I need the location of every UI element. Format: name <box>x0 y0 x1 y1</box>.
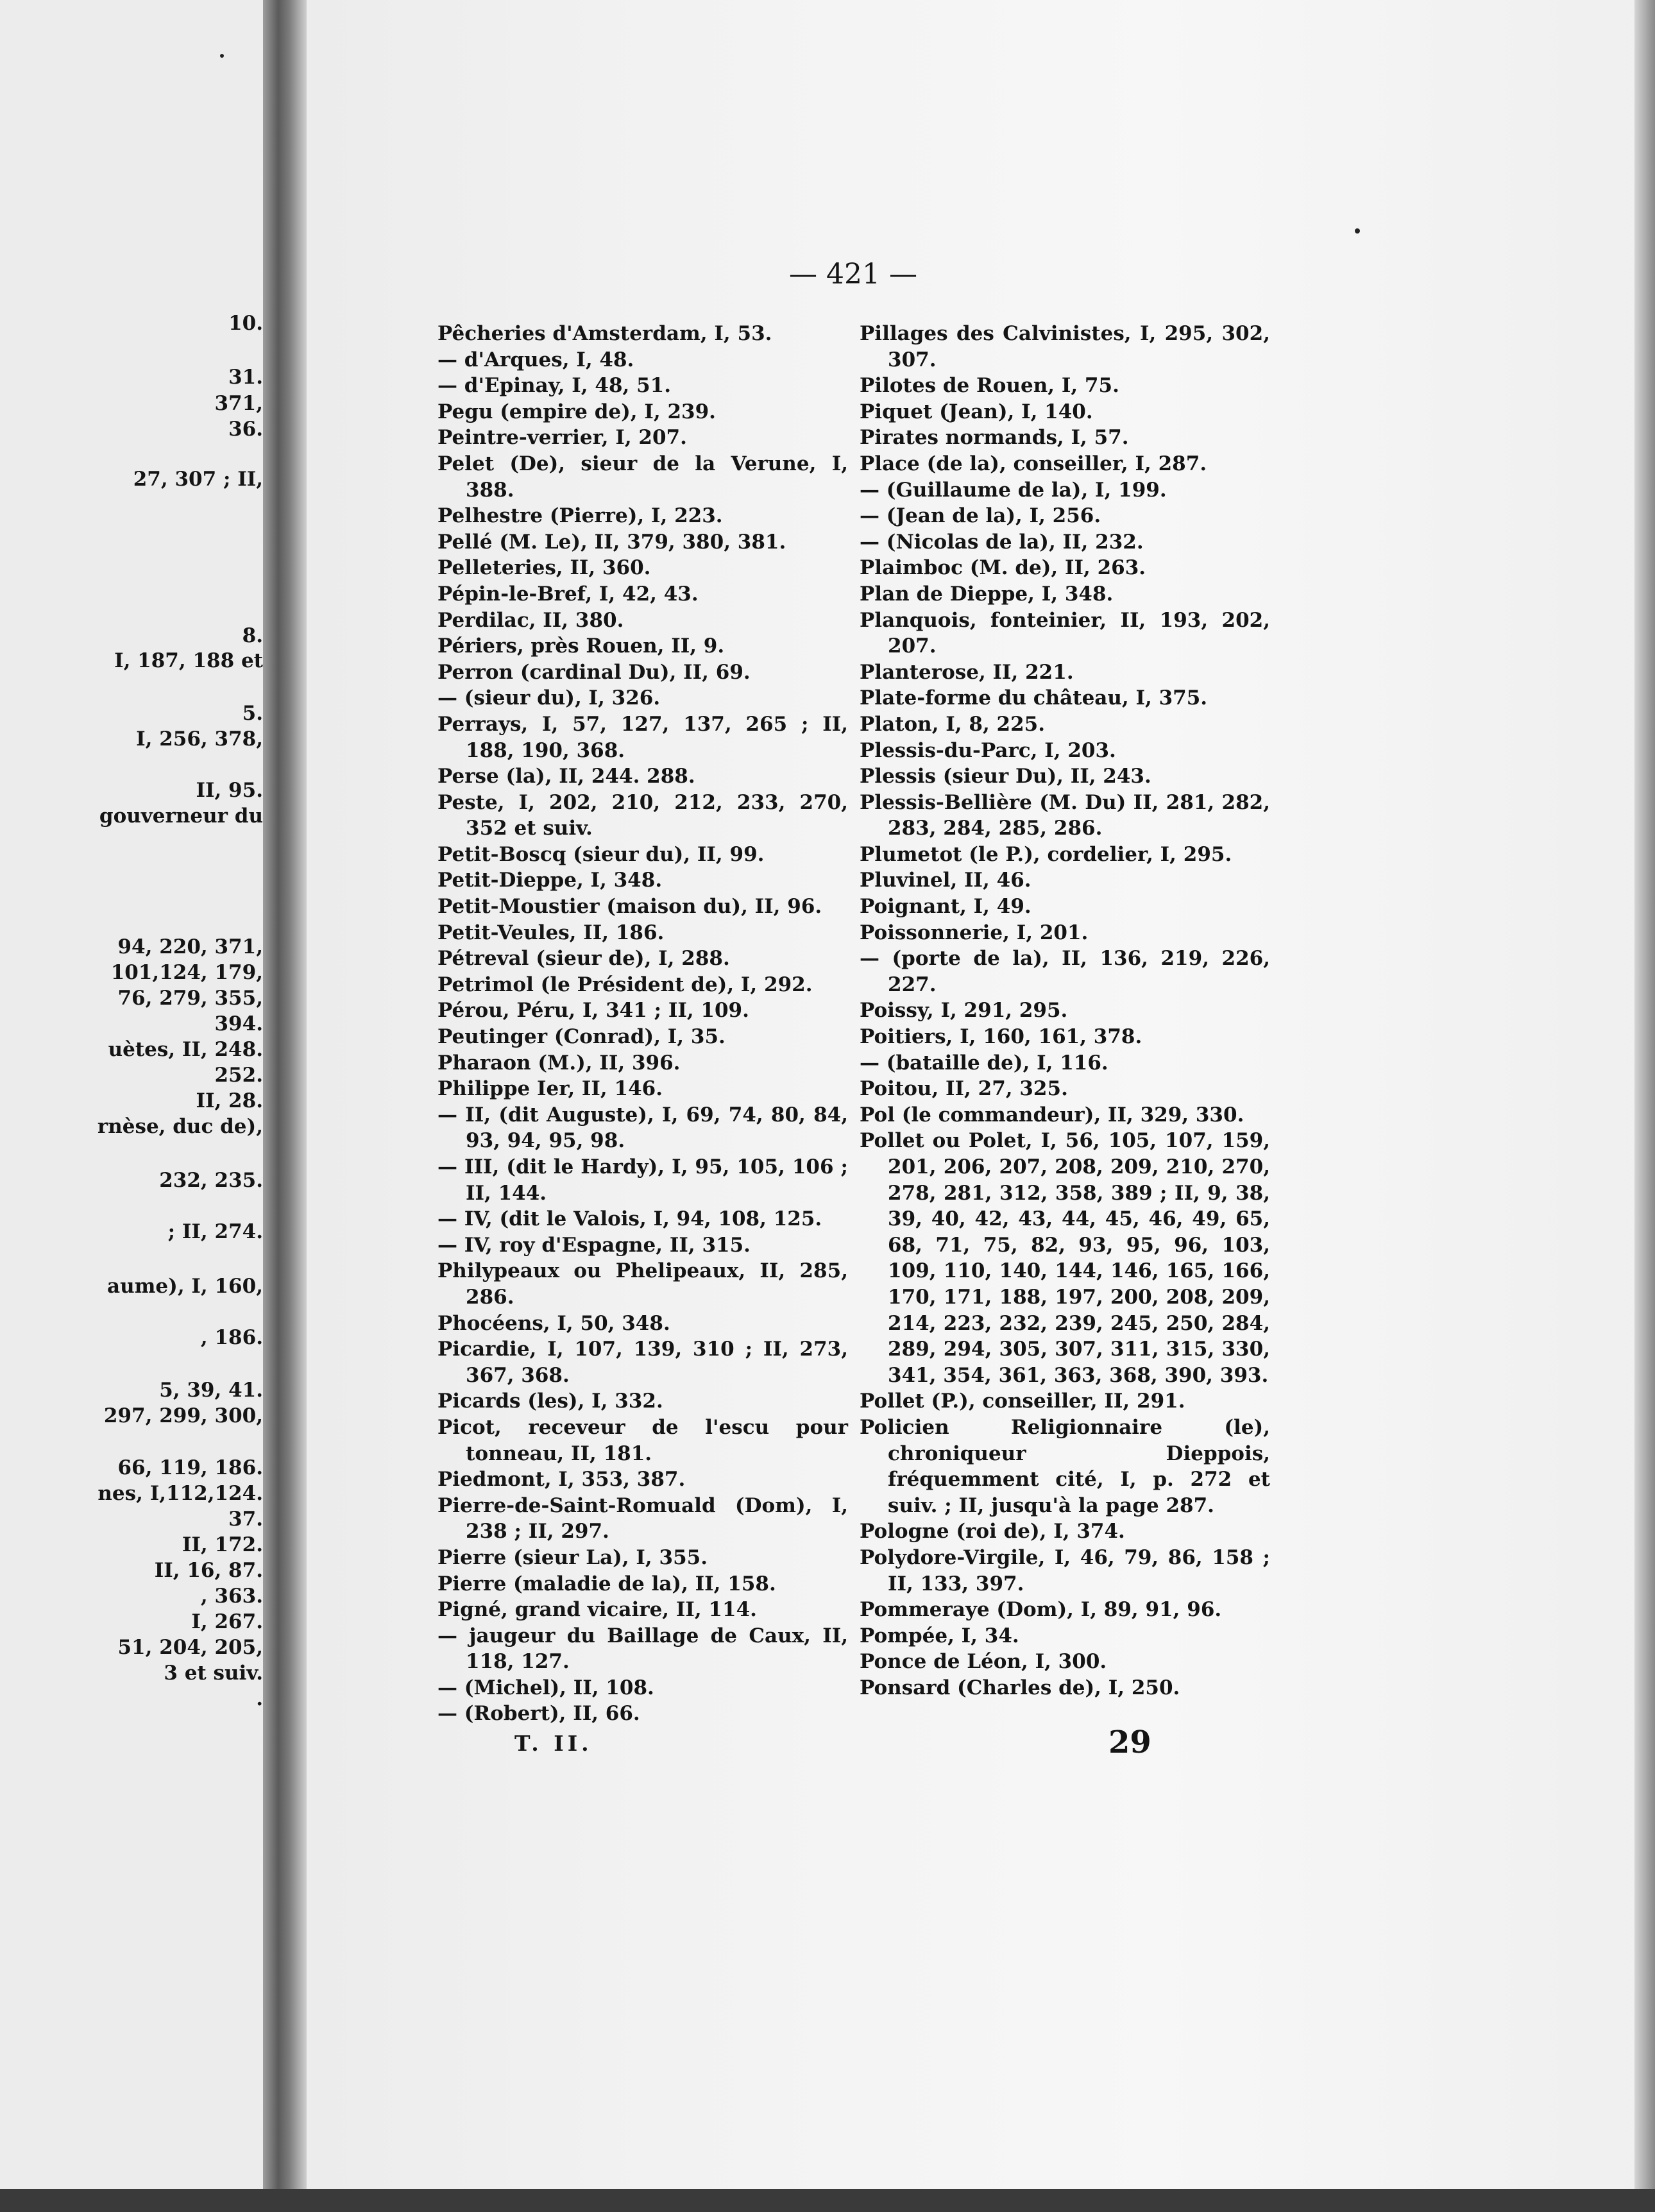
index-entry: Pelleteries, II, 360. <box>437 556 651 580</box>
index-entry: Périers, près Rouen, II, 9. <box>437 634 725 658</box>
left-page-text-line: 31. <box>228 366 263 389</box>
left-page-text-line: rnèse, duc de), <box>97 1115 263 1138</box>
index-entry: — (sieur du), I, 326. <box>437 686 661 710</box>
index-entry: Petit-Boscq (sieur du), II, 99. <box>437 842 765 866</box>
signature-mark: 29 <box>1108 1724 1151 1760</box>
index-entry: Perron (cardinal Du), II, 69. <box>437 660 751 684</box>
index-entry: Picot, receveur de l'escu pour tonneau, II, 181. <box>437 1415 848 1465</box>
index-entry: Pillages des Calvinistes, I, 295, 302, 307. <box>860 322 1270 371</box>
left-page-text-line: 252. <box>214 1064 263 1087</box>
left-page-text-line: 297, 299, 300, <box>103 1404 263 1427</box>
volume-footer: T. II. <box>514 1731 593 1756</box>
index-entry: Pelet (De), sieur de la Verune, I, 388. <box>437 452 848 502</box>
index-entry: Philypeaux ou Phelipeaux, II, 285, 286. <box>437 1259 848 1309</box>
index-entry: Pharaon (M.), II, 396. <box>437 1051 681 1075</box>
page-edge-right <box>1634 0 1655 2212</box>
index-entry: Peutinger (Conrad), I, 35. <box>437 1025 726 1049</box>
index-entry: Place (de la), conseiller, I, 287. <box>860 452 1207 475</box>
left-page-text-line: 5. <box>242 702 263 725</box>
left-page-text-line: 27, 307 ; II, <box>133 468 263 491</box>
index-entry: — IV, (dit le Valois, I, 94, 108, 125. <box>437 1207 822 1231</box>
index-entry: — (bataille de), I, 116. <box>860 1051 1108 1075</box>
left-page-text-line: , 363. <box>200 1585 263 1608</box>
index-entry: Piquet (Jean), I, 140. <box>860 400 1093 423</box>
page-number: — 421 — <box>789 258 917 291</box>
index-entry: Pierre-de-Saint-Romuald (Dom), I, 238 ; II, 297. <box>437 1493 848 1544</box>
left-page-text-line: aume), I, 160, <box>107 1275 263 1298</box>
left-page-text-line: uètes, II, 248. <box>108 1038 263 1061</box>
index-entry: Piedmont, I, 353, 387. <box>437 1468 686 1492</box>
left-page-text-line: I, 187, 188 et <box>114 649 263 672</box>
index-entry: — III, (dit le Hardy), I, 95, 105, 106 ; II, 144. <box>437 1155 848 1205</box>
index-entry: Pêcheries d'Amsterdam, I, 53. <box>437 322 772 345</box>
left-page-text-line: . <box>256 1687 263 1710</box>
index-entry: Petrimol (le Président de), I, 292. <box>437 973 813 996</box>
index-entry: Pellé (M. Le), II, 379, 380, 381. <box>437 530 786 554</box>
index-entry: Pollet ou Polet, I, 56, 105, 107, 159, 201, 206, 207, 208, 209, 210, 270, 278, 281, 312, 358, 389 ; II, 9, 38, 39, 40, 42, 43, 44, 45, 46, 49, 65, 68, 71, 75, 82, 93, 95, 96, 103, 109, 110, 140, 144, 146, 165, 166, 170, 171, 188, 197, 200, 208, 209, 214, 223, 232, 239, 245, 250, 284, 289, 294, 305, 307, 311, 315, 330, 341, 354, 361, 363, 368, 390, 393. <box>860 1129 1270 1387</box>
index-entry: — (Michel), II, 108. <box>437 1676 654 1699</box>
index-entry: Poitiers, I, 160, 161, 378. <box>860 1025 1142 1049</box>
left-page-text-line: II, 95. <box>196 779 263 802</box>
index-entry: Pollet (P.), conseiller, II, 291. <box>860 1390 1185 1413</box>
index-entry: — IV, roy d'Espagne, II, 315. <box>437 1233 751 1257</box>
left-page-text-line: 101,124, 179, <box>110 961 263 984</box>
left-page-text-line: 10. <box>228 312 263 335</box>
index-entry: Platon, I, 8, 225. <box>860 712 1046 736</box>
index-entry: Pegu (empire de), I, 239. <box>437 400 716 423</box>
left-page-text-line: , 186. <box>200 1326 263 1349</box>
left-page-text-line: I, 256, 378, <box>136 727 263 751</box>
index-entry: Pigné, grand vicaire, II, 114. <box>437 1598 757 1622</box>
index-entry: Plaimboc (M. de), II, 263. <box>860 556 1146 580</box>
index-entry: — d'Arques, I, 48. <box>437 348 634 371</box>
left-page-text-line: 8. <box>242 624 263 647</box>
index-entry: — d'Epinay, I, 48, 51. <box>437 374 672 398</box>
index-entry: Pierre (sieur La), I, 355. <box>437 1545 708 1569</box>
index-entry: Pirates normands, I, 57. <box>860 426 1129 450</box>
index-entry: Plan de Dieppe, I, 348. <box>860 582 1114 606</box>
left-page-text-line: 5, 39, 41. <box>159 1379 263 1402</box>
index-entry: Pologne (roi de), I, 374. <box>860 1520 1125 1544</box>
left-page-text-line: 36. <box>228 418 263 441</box>
ink-speck <box>220 54 224 58</box>
index-entry: Planterose, II, 221. <box>860 660 1074 684</box>
index-entry: Plessis (sieur Du), II, 243. <box>860 765 1151 788</box>
left-page-text-line: gouverneur du <box>99 804 263 828</box>
book-gutter <box>263 0 307 2212</box>
index-entry: — II, (dit Auguste), I, 69, 74, 80, 84, 93, 94, 95, 98. <box>437 1103 848 1153</box>
left-page-text-line: 3 et suiv. <box>164 1662 263 1685</box>
left-page-text-line: 394. <box>214 1012 263 1035</box>
index-entry: Poissonnerie, I, 201. <box>860 921 1089 944</box>
index-entry: Plessis-du-Parc, I, 203. <box>860 738 1116 762</box>
index-entry: Petit-Veules, II, 186. <box>437 921 665 944</box>
index-entry: Pluvinel, II, 46. <box>860 869 1031 892</box>
ink-speck <box>1355 228 1360 234</box>
left-page-text-line: 37. <box>228 1508 263 1531</box>
index-entry: — (porte de la), II, 136, 219, 226, 227. <box>860 947 1270 996</box>
index-entry: Petit-Dieppe, I, 348. <box>437 869 663 892</box>
index-entry: Policien Religionnaire (le), chroniqueur Dieppois, fréquemment cité, I, p. 272 et suiv. ; II, jusqu'à la page 287. <box>860 1415 1270 1517</box>
index-entry: Pol (le commandeur), II, 329, 330. <box>860 1103 1244 1127</box>
index-entry: Phocéens, I, 50, 348. <box>437 1311 670 1335</box>
index-entry: Pétreval (sieur de), I, 288. <box>437 947 730 971</box>
index-entry: Philippe Ier, II, 146. <box>437 1077 663 1101</box>
index-entry: Picards (les), I, 332. <box>437 1390 663 1413</box>
index-entry: — (Guillaume de la), I, 199. <box>860 478 1167 502</box>
left-page-text-line: 66, 119, 186. <box>117 1456 263 1479</box>
left-page-text-line: 51, 204, 205, <box>117 1636 263 1659</box>
index-entry: Plessis-Bellière (M. Du) II, 281, 282, 283, 284, 285, 286. <box>860 790 1270 840</box>
index-entry: Ponsard (Charles de), I, 250. <box>860 1676 1180 1699</box>
index-entry: Peintre-verrier, I, 207. <box>437 426 687 450</box>
index-entry: Plate-forme du château, I, 375. <box>860 686 1208 710</box>
index-entry: Perdilac, II, 380. <box>437 608 624 632</box>
left-page-text-line: nes, I,112,124. <box>98 1482 263 1505</box>
left-page-text-line: II, 28. <box>196 1089 263 1112</box>
index-entry: Poissy, I, 291, 295. <box>860 999 1068 1023</box>
index-entry: Pierre (maladie de la), II, 158. <box>437 1572 776 1595</box>
index-entry: Poitou, II, 27, 325. <box>860 1077 1068 1101</box>
left-page-text-line: I, 267. <box>191 1610 263 1633</box>
scan-bottom-edge <box>0 2189 1655 2212</box>
index-entry: Pépin-le-Bref, I, 42, 43. <box>437 582 699 606</box>
index-entry: Perrays, I, 57, 127, 137, 265 ; II, 188, 190, 368. <box>437 712 848 762</box>
left-page-text-line: 94, 220, 371, <box>117 935 263 958</box>
left-page-text-line: 76, 279, 355, <box>117 987 263 1010</box>
index-entry: Ponce de Léon, I, 300. <box>860 1650 1107 1674</box>
left-page-fragment <box>0 0 263 2212</box>
left-page-text-line: 371, <box>214 392 263 415</box>
index-entry: Polydore-Virgile, I, 46, 79, 86, 158 ; II, 133, 397. <box>860 1545 1270 1595</box>
index-entry: — (Nicolas de la), II, 232. <box>860 530 1144 554</box>
index-entry: Pompée, I, 34. <box>860 1624 1019 1647</box>
index-entry: Pilotes de Rouen, I, 75. <box>860 374 1119 398</box>
index-entry: — jaugeur du Baillage de Caux, II, 118, 127. <box>437 1624 848 1674</box>
left-page-text-line: II, 16, 87. <box>154 1559 263 1582</box>
left-page-text-line: ; II, 274. <box>167 1220 263 1243</box>
index-entry: Perse (la), II, 244. 288. <box>437 765 695 788</box>
index-entry: Pelhestre (Pierre), I, 223. <box>437 504 723 528</box>
left-page-text-line: 232, 235. <box>159 1169 263 1192</box>
index-entry: — (Robert), II, 66. <box>437 1702 640 1726</box>
index-entry: Petit-Moustier (maison du), II, 96. <box>437 895 822 919</box>
index-entry: Pommeraye (Dom), I, 89, 91, 96. <box>860 1598 1222 1622</box>
index-entry: Pérou, Péru, I, 341 ; II, 109. <box>437 999 749 1023</box>
index-entry: Picardie, I, 107, 139, 310 ; II, 273, 367, 368. <box>437 1338 848 1387</box>
index-entry: Peste, I, 202, 210, 212, 233, 270, 352 et suiv. <box>437 790 848 840</box>
index-column-left <box>437 321 848 1727</box>
index-entry: Poignant, I, 49. <box>860 895 1031 919</box>
index-column-right <box>860 321 1270 1701</box>
index-entry: — (Jean de la), I, 256. <box>860 504 1101 528</box>
index-entry: Planquois, fonteinier, II, 193, 202, 207. <box>860 608 1270 658</box>
index-entry: Plumetot (le P.), cordelier, I, 295. <box>860 842 1232 866</box>
left-page-text-line: II, 172. <box>182 1533 263 1556</box>
